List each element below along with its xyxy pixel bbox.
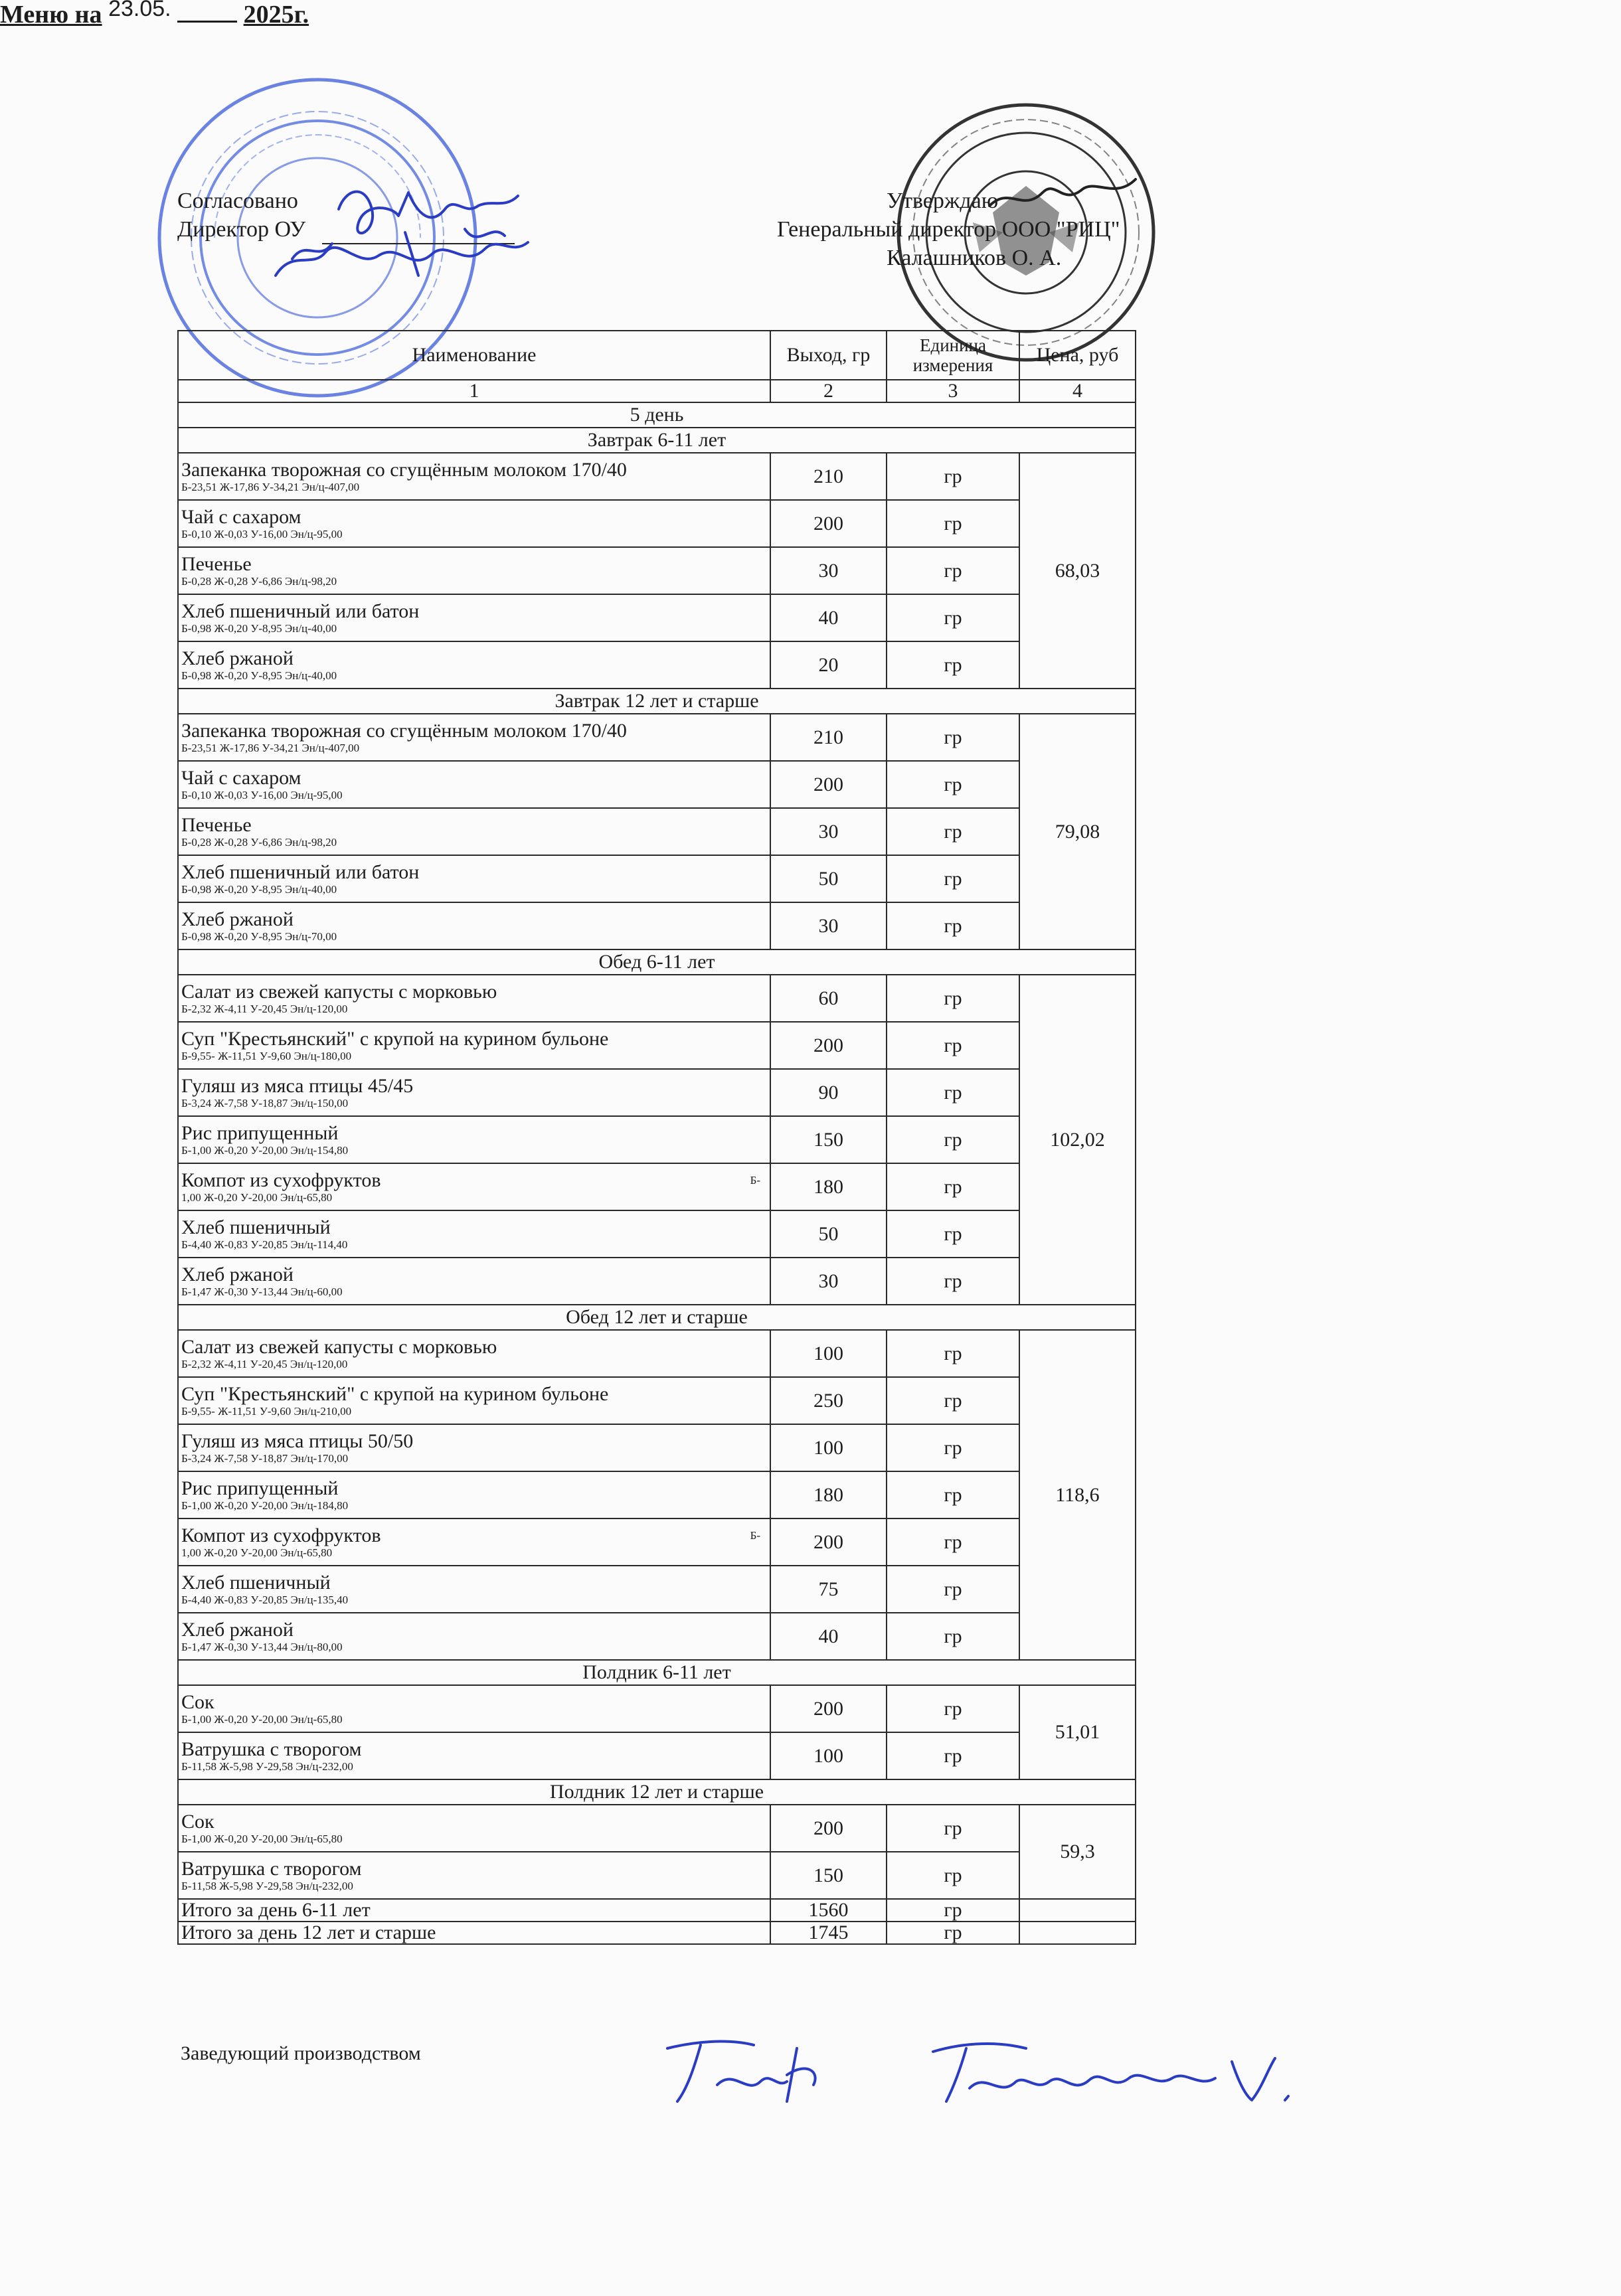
dish-nutrition: Б-2,32 Ж-4,11 У-20,45 Эн/ц-120,00	[181, 1002, 348, 1015]
dish-unit: гр	[887, 1852, 1019, 1899]
dish-nutrition: Б-0,10 Ж-0,03 У-16,00 Эн/ц-95,00	[181, 527, 343, 540]
dish-unit: гр	[887, 1471, 1019, 1518]
column-number: 3	[887, 380, 1019, 402]
dish-name	[181, 981, 767, 1003]
section-price: 79,08	[1019, 714, 1136, 949]
dish-name	[181, 1384, 767, 1405]
dish-yield: 150	[770, 1116, 887, 1163]
dish-unit: гр	[887, 594, 1019, 641]
dish-yield: 50	[770, 1210, 887, 1258]
dish-name-text: Суп "Крестьянский" с крупой на курином бульоне	[181, 1382, 609, 1405]
dish-name-text: Салат из свежей капусты с морковью	[181, 1335, 497, 1358]
dish-nutrition: 1,00 Ж-0,20 У-20,00 Эн/ц-65,80	[181, 1546, 333, 1559]
title-prefix: Меню на	[0, 1, 102, 29]
day-label: 5 день	[178, 402, 1136, 428]
section-title: Полдник 6-11 лет	[178, 1660, 1136, 1685]
dish-unit: гр	[887, 453, 1019, 500]
dish-row	[178, 1210, 1136, 1258]
column-number: 2	[770, 380, 887, 402]
total-label: Итого за день 6-11 лет	[178, 1899, 770, 1922]
dish-unit: гр	[887, 1732, 1019, 1779]
director-label: Директор ОУ	[177, 217, 306, 242]
dish-name	[181, 1572, 767, 1594]
dish-name	[181, 1858, 767, 1880]
dish-yield: 20	[770, 641, 887, 689]
total-price-empty	[1019, 1899, 1136, 1922]
dish-name-text: Гуляш из мяса птицы 50/50	[181, 1430, 414, 1452]
dish-unit: гр	[887, 1330, 1019, 1377]
dish-row	[178, 1685, 1136, 1732]
dish-yield: 210	[770, 714, 887, 761]
director-signature	[266, 169, 545, 289]
dish-name-text: Хлеб пшеничный или батон	[181, 600, 420, 622]
dish-cell	[178, 1377, 770, 1424]
dish-nutrition: Б-1,00 Ж-0,20 У-20,00 Эн/ц-154,80	[181, 1143, 349, 1157]
section-title: Завтрак 12 лет и старше	[178, 689, 1136, 714]
dish-name	[181, 1028, 767, 1050]
dish-yield: 30	[770, 547, 887, 594]
section-title: Полдник 12 лет и старше	[178, 1779, 1136, 1805]
dish-name	[181, 1123, 767, 1144]
dish-name	[181, 1217, 767, 1238]
dish-name-text: Сок	[181, 1690, 214, 1713]
section-row	[178, 1779, 1136, 1805]
dish-cell	[178, 714, 770, 761]
dish-yield: 30	[770, 1258, 887, 1305]
dish-name-text: Печенье	[181, 813, 252, 836]
dish-name	[181, 768, 767, 789]
dish-nutrition: Б-0,98 Ж-0,20 У-8,95 Эн/ц-40,00	[181, 621, 337, 635]
dish-nutrition: Б-0,98 Ж-0,20 У-8,95 Эн/ц-40,00	[181, 882, 337, 896]
dish-yield: 75	[770, 1566, 887, 1613]
dish-nutrition: Б-1,47 Ж-0,30 У-13,44 Эн/ц-60,00	[181, 1285, 343, 1298]
dish-name-text: Компот из сухофруктов	[181, 1524, 381, 1546]
dish-name-text: Компот из сухофруктов	[181, 1169, 381, 1191]
total-yield: 1560	[770, 1899, 887, 1922]
section-title: Обед 6-11 лет	[178, 949, 1136, 975]
dish-row	[178, 1163, 1136, 1210]
dish-name-text: Салат из свежей капусты с морковью	[181, 980, 497, 1003]
dish-name	[181, 1619, 767, 1641]
section-row	[178, 689, 1136, 714]
dish-nutrition: Б-0,28 Ж-0,28 У-6,86 Эн/ц-98,20	[181, 835, 337, 849]
dish-row	[178, 453, 1136, 500]
dish-name-text: Печенье	[181, 552, 252, 575]
section-price: 68,03	[1019, 453, 1136, 689]
dish-name-text: Ватрушка с творогом	[181, 1738, 362, 1760]
section-row	[178, 949, 1136, 975]
dish-row	[178, 1613, 1136, 1660]
dish-name-text: Хлеб пшеничный	[181, 1571, 331, 1594]
total-label: Итого за день 12 лет и старше	[178, 1922, 770, 1944]
dish-yield: 30	[770, 808, 887, 855]
dish-name-text: Хлеб пшеничный или батон	[181, 861, 420, 883]
dish-unit: гр	[887, 902, 1019, 949]
dish-yield: 250	[770, 1377, 887, 1424]
gen-director-label: Генеральный директор ООО "РИЦ"	[777, 217, 1120, 242]
dish-nutrition: Б-4,40 Ж-0,83 У-20,85 Эн/ц-135,40	[181, 1593, 349, 1606]
dish-yield: 60	[770, 975, 887, 1022]
approved-label: Утверждаю	[887, 189, 999, 213]
dish-row	[178, 1852, 1136, 1899]
dish-nutrition: Б-0,28 Ж-0,28 У-6,86 Эн/ц-98,20	[181, 574, 337, 588]
dish-name-text: Хлеб ржаной	[181, 908, 294, 930]
dish-cell	[178, 1852, 770, 1899]
dish-name	[181, 1337, 767, 1358]
dish-yield: 200	[770, 761, 887, 808]
dish-unit: гр	[887, 1210, 1019, 1258]
dish-cell	[178, 1330, 770, 1377]
dish-name	[181, 1692, 767, 1713]
dish-unit: гр	[887, 808, 1019, 855]
dish-unit: гр	[887, 1163, 1019, 1210]
dish-name-text: Хлеб ржаной	[181, 1263, 294, 1285]
dish-unit: гр	[887, 855, 1019, 902]
dish-cell	[178, 1471, 770, 1518]
dish-nutrition: Б-0,98 Ж-0,20 У-8,95 Эн/ц-70,00	[181, 930, 337, 943]
dish-row	[178, 1732, 1136, 1779]
section-title: Завтрак 6-11 лет	[178, 428, 1136, 453]
dish-unit: гр	[887, 500, 1019, 547]
section-price: 59,3	[1019, 1805, 1136, 1899]
dish-row	[178, 1566, 1136, 1613]
dish-unit: гр	[887, 1022, 1019, 1069]
dish-nutrition: Б-0,10 Ж-0,03 У-16,00 Эн/ц-95,00	[181, 788, 343, 801]
dish-nutrition: Б-3,24 Ж-7,58 У-18,87 Эн/ц-150,00	[181, 1096, 349, 1109]
header-name: Наименование	[178, 331, 770, 380]
dish-cell	[178, 1424, 770, 1471]
dish-row	[178, 594, 1136, 641]
section-price: 118,6	[1019, 1330, 1136, 1660]
dish-row	[178, 1424, 1136, 1471]
dish-unit: гр	[887, 641, 1019, 689]
dish-name	[181, 459, 767, 481]
column-number-row	[178, 380, 1136, 402]
production-manager-label: Заведующий производством	[181, 2042, 421, 2064]
dish-row	[178, 1377, 1136, 1424]
dish-cell	[178, 1116, 770, 1163]
dish-name	[181, 1478, 767, 1499]
dish-yield: 180	[770, 1471, 887, 1518]
dish-name-text: Запеканка творожная со сгущённым молоком 170/40	[181, 458, 627, 481]
dish-nutrition: Б-4,40 Ж-0,83 У-20,85 Эн/ц-114,40	[181, 1238, 348, 1251]
section-row	[178, 1305, 1136, 1330]
dish-yield: 90	[770, 1069, 887, 1116]
page-title	[0, 0, 1621, 29]
dish-row	[178, 1330, 1136, 1377]
title-underline-gap	[177, 1, 237, 23]
dish-unit: гр	[887, 1685, 1019, 1732]
column-number: 1	[178, 380, 770, 402]
dish-nutrition: Б-23,51 Ж-17,86 У-34,21 Эн/ц-407,00	[181, 741, 360, 754]
dish-cell	[178, 1518, 770, 1566]
dish-yield: 100	[770, 1732, 887, 1779]
dish-yield: 200	[770, 1022, 887, 1069]
dish-name-text: Хлеб пшеничный	[181, 1216, 331, 1238]
dish-cell	[178, 808, 770, 855]
dish-name	[181, 909, 767, 930]
dish-name	[181, 554, 767, 575]
dish-cell	[178, 902, 770, 949]
dish-row	[178, 761, 1136, 808]
dish-nutrition: Б-1,47 Ж-0,30 У-13,44 Эн/ц-80,00	[181, 1640, 343, 1653]
dish-row	[178, 1471, 1136, 1518]
section-title: Обед 12 лет и старше	[178, 1305, 1136, 1330]
dish-row	[178, 1258, 1136, 1305]
dish-unit: гр	[887, 761, 1019, 808]
dish-unit: гр	[887, 1424, 1019, 1471]
dish-yield: 30	[770, 902, 887, 949]
table-header-row	[178, 331, 1136, 380]
dish-name	[181, 1811, 767, 1833]
title-year: 2025г.	[243, 1, 309, 29]
section-price: 102,02	[1019, 975, 1136, 1305]
dish-name	[181, 862, 767, 883]
dish-yield: 200	[770, 1805, 887, 1852]
dish-cell	[178, 1566, 770, 1613]
dish-yield: 180	[770, 1163, 887, 1210]
dish-name	[181, 1076, 767, 1097]
dish-row	[178, 1022, 1136, 1069]
dish-yield: 100	[770, 1330, 887, 1377]
dish-yield: 210	[770, 453, 887, 500]
dish-nutrition: Б-3,24 Ж-7,58 У-18,87 Эн/ц-170,00	[181, 1451, 349, 1465]
dish-cell	[178, 641, 770, 689]
dish-row	[178, 714, 1136, 761]
manager-signature	[654, 2022, 1305, 2108]
dish-yield: 40	[770, 1613, 887, 1660]
dish-nutrition: Б-1,00 Ж-0,20 У-20,00 Эн/ц-65,80	[181, 1832, 343, 1845]
dish-cell	[178, 1210, 770, 1258]
dish-nutrition: Б-0,98 Ж-0,20 У-8,95 Эн/ц-40,00	[181, 669, 337, 682]
dish-row	[178, 547, 1136, 594]
column-number: 4	[1019, 380, 1136, 402]
dish-nutrition: Б-9,55- Ж-11,51 У-9,60 Эн/ц-210,00	[181, 1404, 352, 1418]
dish-name-text: Чай с сахаром	[181, 766, 301, 789]
section-row	[178, 1660, 1136, 1685]
dish-yield: 50	[770, 855, 887, 902]
dish-cell	[178, 761, 770, 808]
dish-name	[181, 720, 767, 742]
dish-cell	[178, 1163, 770, 1210]
dish-row	[178, 1518, 1136, 1566]
dish-yield: 100	[770, 1424, 887, 1471]
dish-name-text: Суп "Крестьянский" с крупой на курином бульоне	[181, 1027, 609, 1050]
dish-name	[181, 1525, 767, 1546]
dish-nutrition: Б-11,58 Ж-5,98 У-29,58 Эн/ц-232,00	[181, 1879, 353, 1892]
dish-unit: гр	[887, 1805, 1019, 1852]
dish-name	[181, 815, 767, 836]
dish-name-text: Рис припущенный	[181, 1477, 339, 1499]
dish-cell	[178, 500, 770, 547]
header-yield: Выход, гр	[770, 331, 887, 380]
gen-director-name: Калашников О. А.	[887, 246, 1062, 270]
dish-row	[178, 1116, 1136, 1163]
total-row	[178, 1922, 1136, 1944]
dish-nutrition: Б-1,00 Ж-0,20 У-20,00 Эн/ц-65,80	[181, 1712, 343, 1726]
dish-cell	[178, 547, 770, 594]
dish-name-suffix: Б-	[750, 1173, 760, 1187]
dish-nutrition: Б-11,58 Ж-5,98 У-29,58 Эн/ц-232,00	[181, 1760, 353, 1773]
dish-nutrition: Б-1,00 Ж-0,20 У-20,00 Эн/ц-184,80	[181, 1499, 349, 1512]
dish-name	[181, 601, 767, 622]
dish-yield: 200	[770, 1685, 887, 1732]
total-price-empty	[1019, 1922, 1136, 1944]
dish-name	[181, 1170, 767, 1191]
dish-unit: гр	[887, 1258, 1019, 1305]
dish-cell	[178, 1069, 770, 1116]
dish-name-text: Хлеб ржаной	[181, 647, 294, 669]
dish-unit: гр	[887, 1518, 1019, 1566]
total-unit: гр	[887, 1922, 1019, 1944]
dish-name-text: Хлеб ржаной	[181, 1618, 294, 1641]
dish-cell	[178, 453, 770, 500]
day-row	[178, 402, 1136, 428]
dish-name-text: Чай с сахаром	[181, 505, 301, 528]
dish-cell	[178, 1685, 770, 1732]
dish-row	[178, 1069, 1136, 1116]
dish-cell	[178, 975, 770, 1022]
dish-yield: 40	[770, 594, 887, 641]
dish-name-text: Запеканка творожная со сгущённым молоком 170/40	[181, 719, 627, 742]
dish-unit: гр	[887, 975, 1019, 1022]
dish-row	[178, 902, 1136, 949]
header-price: Цена, руб	[1019, 331, 1136, 380]
dish-cell	[178, 1022, 770, 1069]
dish-cell	[178, 855, 770, 902]
dish-nutrition: Б-2,32 Ж-4,11 У-20,45 Эн/ц-120,00	[181, 1357, 348, 1370]
dish-name-text: Ватрушка с творогом	[181, 1857, 362, 1880]
dish-yield: 200	[770, 500, 887, 547]
dish-unit: гр	[887, 1116, 1019, 1163]
total-row	[178, 1899, 1136, 1922]
dish-yield: 150	[770, 1852, 887, 1899]
dish-nutrition: Б-23,51 Ж-17,86 У-34,21 Эн/ц-407,00	[181, 480, 360, 493]
dish-yield: 200	[770, 1518, 887, 1566]
total-yield: 1745	[770, 1922, 887, 1944]
dish-cell	[178, 1805, 770, 1852]
dish-name-text: Сок	[181, 1810, 214, 1833]
dish-name-text: Гуляш из мяса птицы 45/45	[181, 1074, 414, 1097]
dish-name	[181, 507, 767, 528]
gen-director-signature	[983, 159, 1155, 226]
dish-name	[181, 1264, 767, 1285]
dish-nutrition: Б-9,55- Ж-11,51 У-9,60 Эн/ц-180,00	[181, 1049, 352, 1062]
section-price: 51,01	[1019, 1685, 1136, 1779]
dish-nutrition: 1,00 Ж-0,20 У-20,00 Эн/ц-65,80	[181, 1190, 333, 1204]
dish-row	[178, 641, 1136, 689]
dish-unit: гр	[887, 1566, 1019, 1613]
dish-name-suffix: Б-	[750, 1528, 760, 1542]
dish-row	[178, 855, 1136, 902]
dish-cell	[178, 594, 770, 641]
agreed-label: Согласовано	[177, 189, 298, 213]
dish-unit: гр	[887, 547, 1019, 594]
dish-unit: гр	[887, 714, 1019, 761]
dish-name	[181, 1739, 767, 1760]
section-row	[178, 428, 1136, 453]
dish-name	[181, 1431, 767, 1452]
dish-name	[181, 648, 767, 669]
dish-cell	[178, 1258, 770, 1305]
total-unit: гр	[887, 1899, 1019, 1922]
header-unit: Единица измерения	[887, 331, 1019, 380]
dish-unit: гр	[887, 1613, 1019, 1660]
dish-name-text: Рис припущенный	[181, 1121, 339, 1144]
menu-table	[177, 330, 1136, 1945]
title-date: 23.05.	[108, 0, 171, 21]
dish-row	[178, 975, 1136, 1022]
dish-cell	[178, 1613, 770, 1660]
dish-row	[178, 1805, 1136, 1852]
dish-unit: гр	[887, 1069, 1019, 1116]
dish-row	[178, 808, 1136, 855]
dish-row	[178, 500, 1136, 547]
dish-cell	[178, 1732, 770, 1779]
dish-unit: гр	[887, 1377, 1019, 1424]
